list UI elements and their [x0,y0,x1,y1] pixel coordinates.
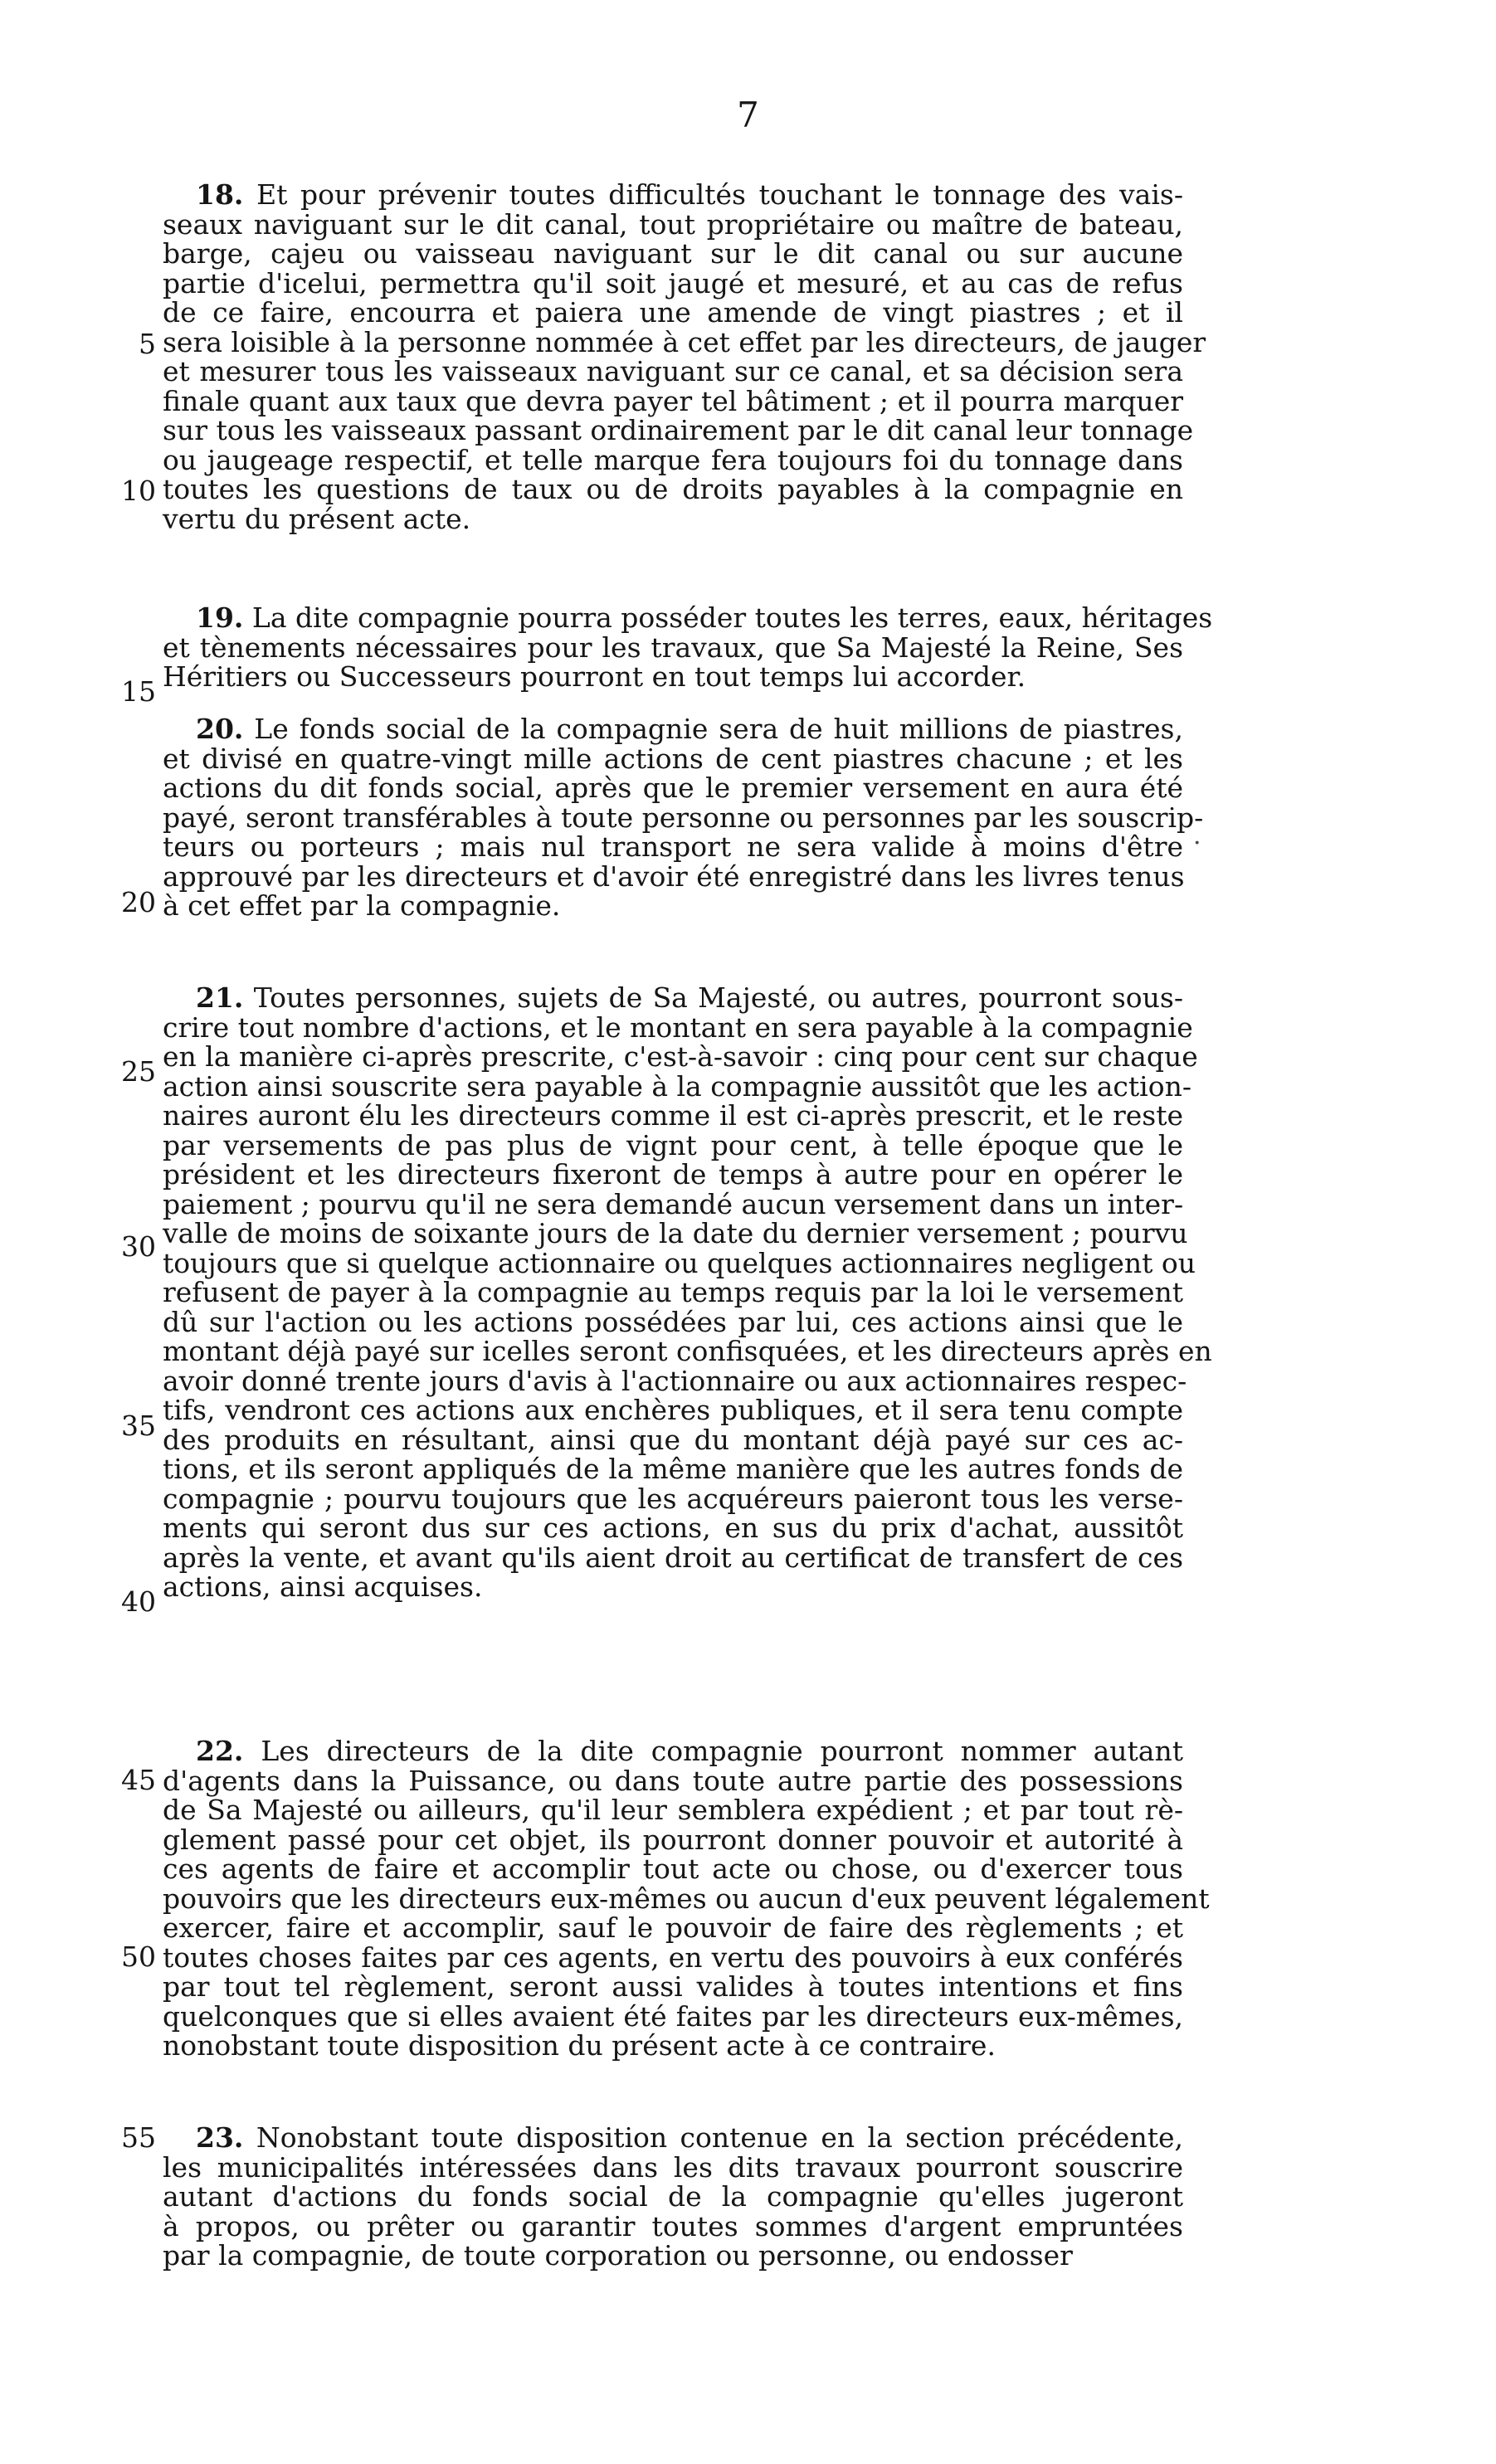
line-text: par tout tel règlement, seront aussi valides à toutes intentions et fins [163,1970,1183,2003]
text-line [163,1882,1210,1915]
line-text: toutes choses faites par ces agents, en vertu des pouvoirs à eux conférés [163,1941,1183,1974]
line-text: naires auront élu les directeurs comme il est ci-après prescrit, et le reste [163,1099,1183,1132]
line-text: vertu du présent acte. [163,502,471,535]
text-line [163,1424,1183,1456]
text-line [163,1395,1183,1426]
text-line [163,1159,1183,1191]
text-line [163,1971,1183,2003]
margin-line-number: 40 [121,1585,156,1618]
margin-line-number: 35 [121,1410,156,1442]
text-line [163,1100,1183,1132]
line-text: valle de moins de soixante jours de la date du dernier versement ; pourvu [163,1217,1188,1249]
line-text: Nonobstant toute disposition contenue en la section précédente, [256,2121,1183,2154]
stray-mark: · [1193,829,1201,858]
text-line [163,2211,1183,2242]
line-text: en la manière ci-après prescrite, c'est-à-savoir : cinq pour cent sur chaque [163,1040,1198,1073]
text-line [163,861,1183,893]
line-text: par la compagnie, de toute corporation ou personne, ou endosser [163,2239,1073,2272]
margin-line-number: 15 [121,675,156,708]
margin-line-number: 5 [139,328,156,360]
line-text: à cet effet par la compagnie. [163,889,561,922]
text-line [163,1069,1191,1103]
text-line [163,1277,1183,1308]
line-text: et tènements nécessaires pour les travaux, que Sa Majesté la Reine, Ses [163,631,1183,664]
margin-line-number: 50 [121,1941,156,1973]
text-line [163,1942,1183,1974]
section-number: 22. [196,1735,244,1767]
text-line [163,632,1183,664]
line-text: toujours que si quelque actionnaire ou quelques actionnaires negligent ou [163,1246,1196,1279]
text-line [163,1794,1183,1826]
line-text: payé, seront transférables à toute personne ou personnes par les souscrip- [163,801,1204,834]
text-line [163,890,1183,922]
text-line [163,1542,1183,1574]
text-line [196,179,1183,211]
line-text: seaux naviguant sur le dit canal, tout propriétaire ou maître de bateau, [163,207,1183,241]
line-text: compagnie ; pourvu toujours que les acquéreurs paieront tous les verse- [163,1482,1183,1515]
text-line [163,414,1194,446]
line-text: pouvoirs que les directeurs eux-mêmes ou aucun d'eux peuvent légalement [163,1882,1210,1915]
line-text: barge, cajeu ou vaisseau naviguant sur le dit canal ou sur aucune [163,237,1183,270]
line-text: sur tous les vaisseaux passant ordinairement par le dit canal leur tonnage [163,414,1194,446]
text-line [196,2122,1183,2154]
text-line [163,801,1204,834]
text-line [163,1824,1183,1856]
line-text: à propos, ou prêter ou garantir toutes sommes d'argent empruntées [163,2209,1183,2242]
line-text: quelconques que si elles avaient été faites par les directeurs eux-mêmes, [163,1999,1183,2033]
text-line [163,474,1183,505]
text-line [163,1912,1183,1944]
line-text: de ce faire, encourra et paiera une amende de vingt piastres ; et il [163,296,1183,329]
line-text: paiement ; pourvu qu'il ne sera demandé aucun versement dans un inter- [163,1187,1184,1220]
text-line [163,2001,1183,2033]
line-text: Toutes personnes, sujets de Sa Majesté, ou autres, pourront sous- [253,981,1183,1014]
line-text: toutes les questions de taux ou de droits payables à la compagnie en [163,473,1183,505]
line-text: les municipalités intéressées dans les dits travaux pourront souscrire [163,2150,1183,2184]
line-text: refusent de payer à la compagnie au temps requis par la loi le versement [163,1276,1183,1308]
text-line [163,1571,1183,1603]
text-line [163,661,1183,693]
text-line [163,386,1183,417]
line-text: tions, et ils seront appliqués de la même manière que les autres fonds de [163,1453,1183,1485]
text-line [163,504,1183,535]
line-text: finale quant aux taux que devra payer tel bâtiment ; et il pourra marquer [163,384,1183,417]
line-text: crire tout nombre d'actions, et le montant en sera payable à la compagnie [163,1010,1193,1044]
line-text: Les directeurs de la dite compagnie pourront nommer autant [261,1735,1183,1767]
section-number: 23. [196,2121,244,2154]
line-text: ments qui seront dus sur ces actions, en sus du prix d'achat, aussitôt [163,1512,1183,1544]
section-number: 21. [196,981,244,1014]
text-line [163,209,1183,241]
page-number: 7 [737,95,759,135]
text-line [163,1130,1183,1161]
text-line [163,2181,1183,2213]
text-line [196,1736,1183,1767]
line-text: actions du dit fonds social, après que le premier versement en aura été [163,772,1183,804]
text-line [163,2152,1183,2184]
line-text: nonobstant toute disposition du présent acte à ce contraire. [163,2029,996,2062]
line-text: après la vente, et avant qu'ils aient droit au certificat de transfert de ces [163,1541,1183,1574]
line-text: Le fonds social de la compagnie sera de huit millions de piastres, [254,713,1183,745]
margin-line-number: 10 [121,475,156,507]
line-text: approuvé par les directeurs et d'avoir été enregistré dans les livres tenus [163,859,1185,893]
line-text: de Sa Majesté ou ailleurs, qu'il leur semblera expédient ; et par tout rè- [163,1794,1183,1826]
line-text: et divisé en quatre-vingt mille actions de cent piastres chacune ; et les [163,742,1183,775]
line-text: partie d'icelui, permettra qu'il soit jaugé et mesuré, et au cas de refus [163,266,1183,299]
text-line [163,1217,1188,1249]
line-text: par versements de pas plus de vignt pour cent, à telle époque que le [163,1128,1183,1161]
section-number: 19. [196,601,244,634]
text-line [163,743,1183,775]
line-text: ou jaugeage respectif, et telle marque fera toujours foi du tonnage dans [163,443,1183,476]
line-text: dû sur l'action ou les actions possédées par lui, ces actions ainsi que le [163,1305,1183,1338]
text-line [163,1307,1183,1338]
section-number: 20. [196,713,244,745]
text-line [163,831,1183,863]
text-line [163,297,1183,329]
line-text: actions, ainsi acquises. [163,1570,483,1603]
text-line [163,445,1183,476]
text-line [163,2240,1183,2272]
line-text: action ainsi souscrite sera payable à la compagnie aussitôt que les action- [163,1069,1191,1103]
text-line [163,1483,1183,1515]
text-line [163,1765,1183,1797]
text-line [163,1010,1193,1044]
text-line [163,1853,1183,1885]
text-line [163,356,1183,387]
text-line [163,1364,1187,1397]
text-line [163,1040,1198,1073]
line-text: sera loisible à la personne nommée à cet effet par les directeurs, de jauger [163,325,1206,358]
text-line [163,1454,1183,1485]
line-text: des produits en résultant, ainsi que du montant déjà payé sur ces ac- [163,1423,1183,1456]
text-line [163,238,1183,270]
line-text: avoir donné trente jours d'avis à l'actionnaire ou aux actionnaires respec- [163,1364,1187,1397]
text-line [163,2030,1183,2062]
margin-line-number: 20 [121,886,156,918]
text-line [196,713,1183,745]
text-line [163,1335,1212,1367]
text-line [196,601,1213,634]
margin-line-number: 55 [121,2121,156,2154]
text-line [163,268,1183,299]
line-text: président et les directeurs fixeront de temps à autre pour en opérer le [163,1158,1183,1191]
line-text: Et pour prévenir toutes difficultés touchant le tonnage des vais- [256,178,1183,211]
line-text: exercer, faire et accomplir, sauf le pouvoir de faire des règlements ; et [163,1911,1183,1944]
line-text: montant déjà payé sur icelles seront confisquées, et les directeurs après en [163,1335,1212,1367]
line-text: d'agents dans la Puissance, ou dans toute autre partie des possessions [163,1764,1183,1797]
line-text: tifs, vendront ces actions aux enchères publiques, et il sera tenu compte [163,1394,1183,1426]
margin-line-number: 45 [121,1764,156,1796]
line-text: glement passé pour cet objet, ils pourront donner pouvoir et autorité à [163,1823,1183,1856]
text-line [163,772,1183,804]
text-line [196,982,1183,1014]
line-text: Héritiers ou Successeurs pourront en tout temps lui accorder. [163,660,1026,693]
margin-line-number: 25 [121,1055,156,1088]
text-line [163,1189,1183,1220]
line-text: autant d'actions du fonds social de la compagnie qu'elles jugeront [163,2180,1183,2213]
section-number: 18. [196,178,244,211]
text-line [163,325,1206,358]
line-text: et mesurer tous les vaisseaux naviguant sur ce canal, et sa décision sera [163,355,1183,387]
text-line [163,1512,1183,1544]
margin-line-number: 30 [121,1230,156,1263]
line-text: ces agents de faire et accomplir tout acte ou chose, ou d'exercer tous [163,1853,1183,1885]
text-line [163,1246,1196,1279]
line-text: La dite compagnie pourra posséder toutes les terres, eaux, héritages [251,601,1213,634]
line-text: teurs ou porteurs ; mais nul transport ne sera valide à moins d'être [163,830,1183,863]
